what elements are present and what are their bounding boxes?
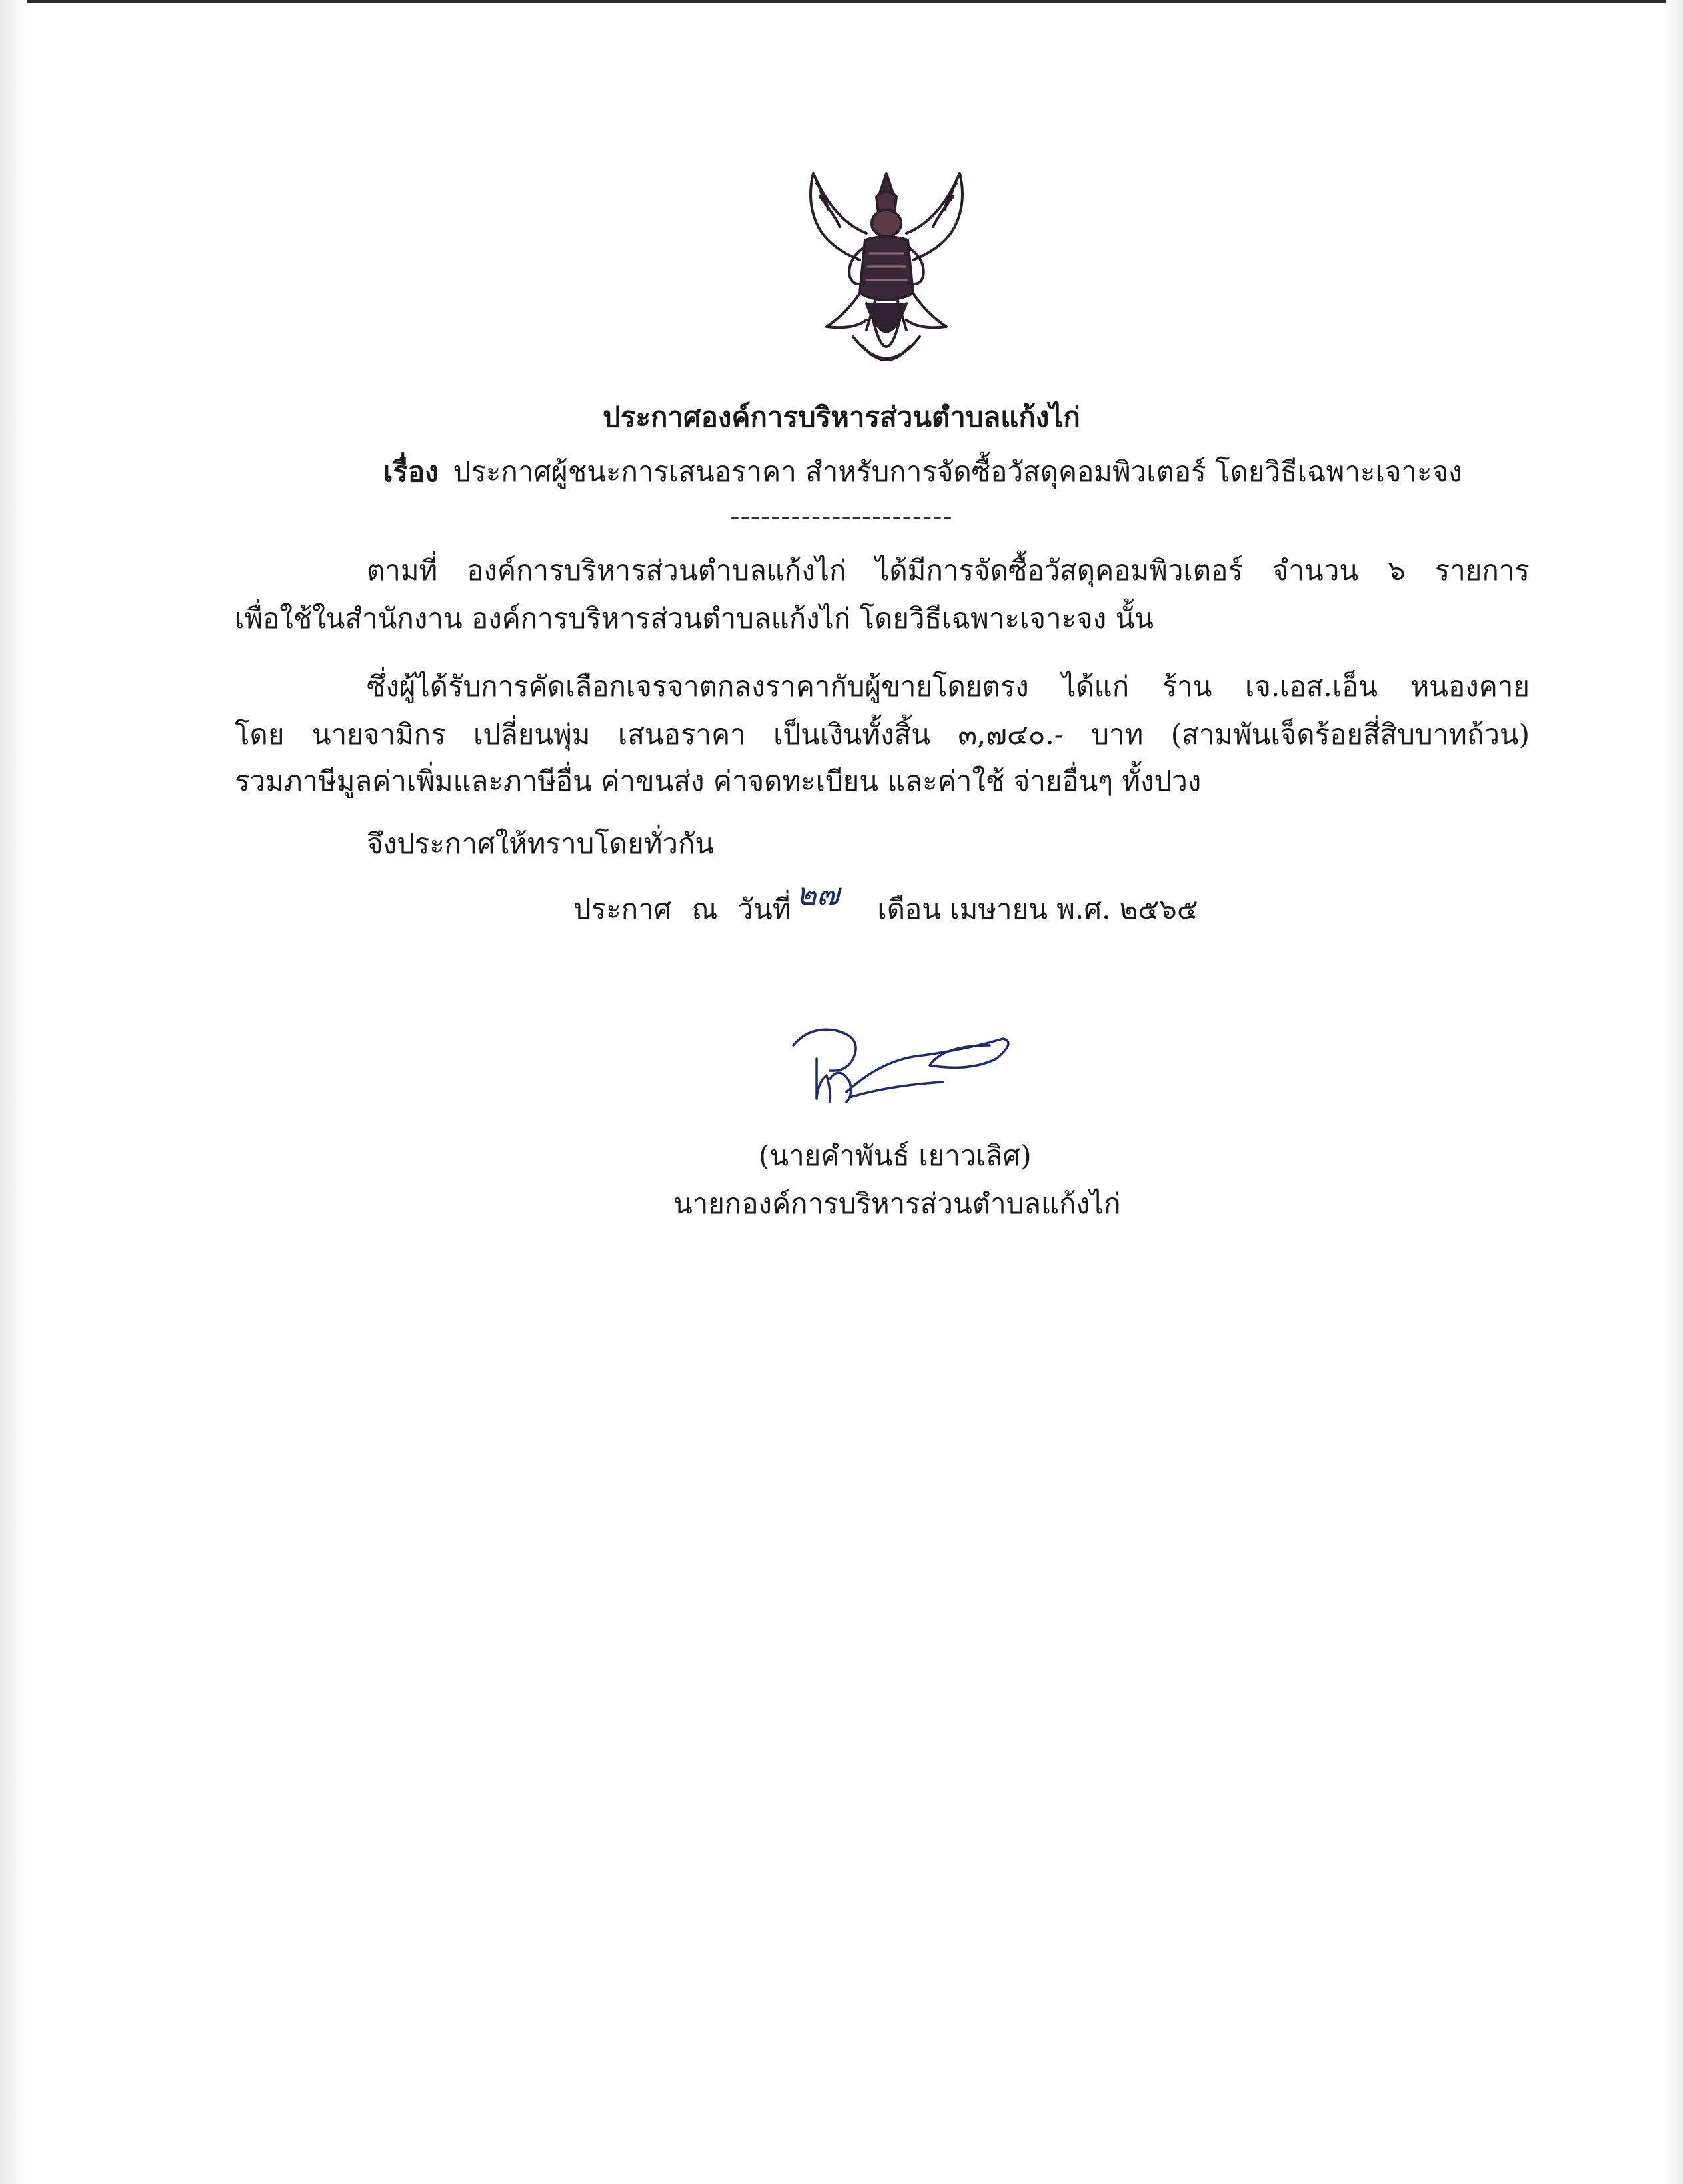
separator-rule: ---------------------- xyxy=(730,499,953,532)
subject-text: ประกาศผู้ชนะการเสนอราคา สำหรับการจัดซื้อวัสดุคอมพิวเตอร์ โดยวิธีเฉพาะเจาะจง xyxy=(453,455,1462,488)
date-day-label: วันที่ xyxy=(737,893,791,925)
subject-line xyxy=(383,453,1462,491)
paragraph-2-line-2: โดย นายจามิกร เปลี่ยนพุ่ม เสนอราคา เป็นเงินทั้งสิ้น ๓,๗๔๐.- บาท (สามพันเจ็ดร้อยสี่สิบบาทถ้วน) xyxy=(235,718,1530,751)
signer-position: นายกองค์การบริหารส่วนตำบลแก้งไก่ xyxy=(673,1187,1121,1220)
subject-label: เรื่อง xyxy=(383,455,439,488)
announcement-title: ประกาศองค์การบริหารส่วนตำบลแก้งไก่ xyxy=(603,401,1080,433)
date-suffix: เดือน เมษายน พ.ศ. ๒๕๖๕ xyxy=(877,893,1198,925)
garuda-emblem-icon xyxy=(787,160,986,380)
paragraph-1-line-1: ตามที่ องค์การบริหารส่วนตำบลแก้งไก่ ได้มีการจัดซื้อวัสดุคอมพิวเตอร์ จำนวน ๖ รายการ xyxy=(367,554,1530,587)
signer-name: (นายคำพันธ์ เยาวเลิศ) xyxy=(759,1139,1032,1172)
paragraph-2-line-3: รวมภาษีมูลค่าเพิ่มและภาษีอื่น ค่าขนส่ง ค่าจดทะเบียน และค่าใช้ จ่ายอื่นๆ ทั้งปวง xyxy=(235,765,1202,797)
handwritten-day xyxy=(791,876,877,931)
handwritten-day-value: ๒๗ xyxy=(796,876,840,912)
paragraph-3: จึงประกาศให้ทราบโดยทั่วกัน xyxy=(367,827,715,860)
date-at: ณ xyxy=(691,893,718,925)
scan-edge-left xyxy=(0,0,27,2184)
announcement-date xyxy=(573,876,1198,931)
scan-edge-right xyxy=(1666,0,1683,2184)
scan-edge-top xyxy=(0,0,1683,3)
paragraph-1-line-2: เพื่อใช้ในสำนักงาน องค์การบริหารส่วนตำบลแก้งไก่ โดยวิธีเฉพาะเจาะจง นั้น xyxy=(235,602,1154,635)
paragraph-2-line-1: ซึ่งผู้ได้รับการคัดเลือกเจรจาตกลงราคากับผู้ขายโดยตรง ได้แก่ ร้าน เจ.เอส.เอ็น หนองคาย xyxy=(367,670,1530,703)
date-prefix: ประกาศ xyxy=(573,893,672,925)
handwritten-signature xyxy=(790,1019,1030,1112)
